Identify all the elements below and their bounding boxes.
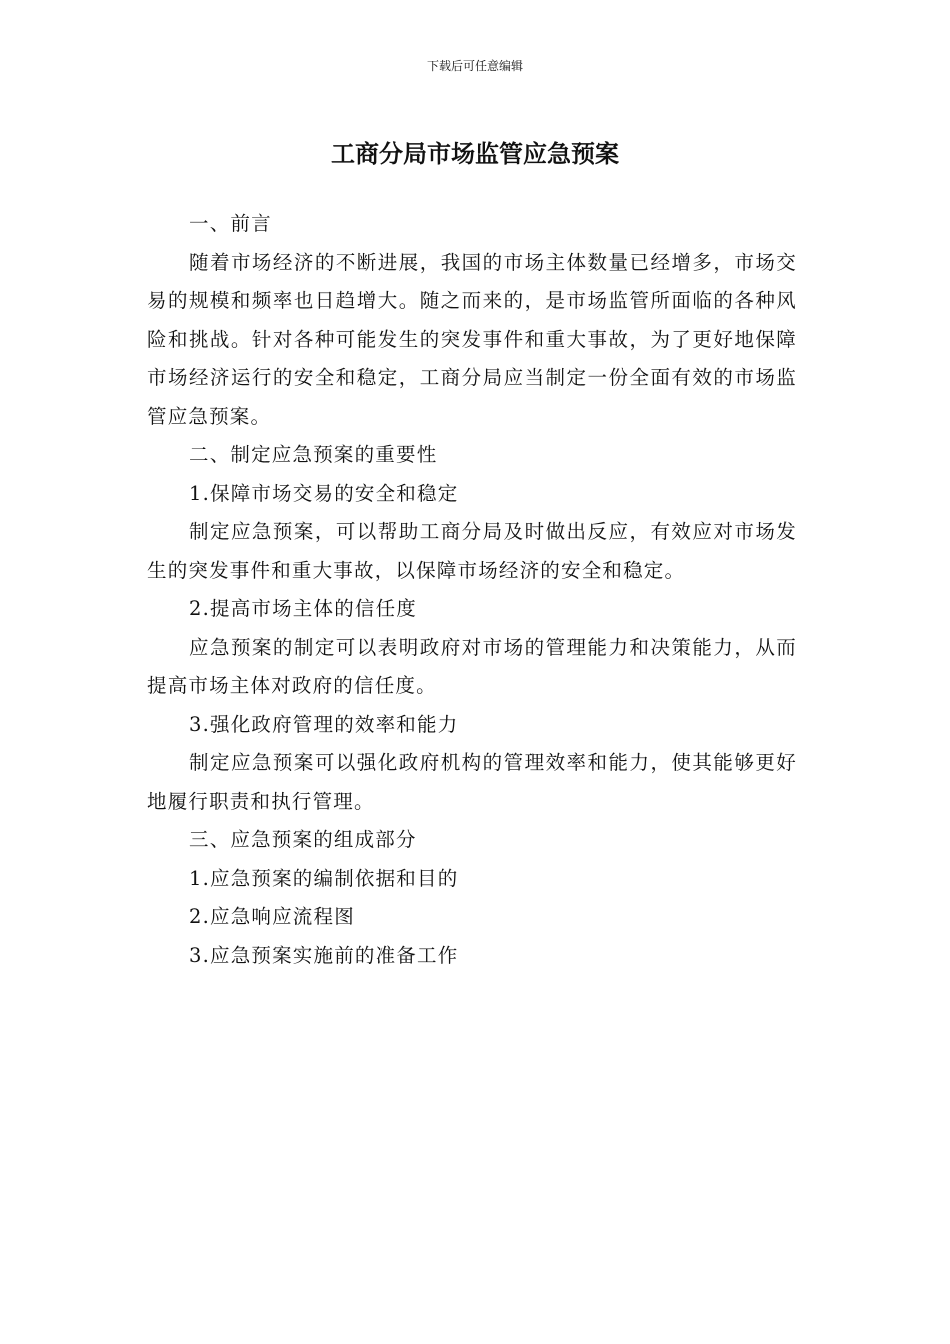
list-item-basis: 1.应急预案的编制依据和目的 <box>189 866 459 890</box>
section-heading-components: 三、应急预案的组成部分 <box>189 828 417 851</box>
list-item-preparation: 3.应急预案实施前的准备工作 <box>189 943 459 967</box>
paragraph-trust: 应急预案的制定可以表明政府对市场的管理能力和决策能力，从而提高市场主体对政府的信任度。 <box>147 635 797 697</box>
section-heading-preface: 一、前言 <box>189 212 272 235</box>
subheading-trust: 2.提高市场主体的信任度 <box>189 597 418 620</box>
subheading-efficiency: 3.强化政府管理的效率和能力 <box>189 712 459 736</box>
header-note: 下载后可任意编辑 <box>426 59 523 73</box>
paragraph-safety: 制定应急预案，可以帮助工商分局及时做出反应，有效应对市场发生的突发事件和重大事故，以保障市场经济的安全和稳定。 <box>147 520 797 582</box>
subheading-safety: 1.保障市场交易的安全和稳定 <box>189 481 459 505</box>
document-title: 工商分局市场监管应急预案 <box>331 140 619 168</box>
section-heading-importance: 二、制定应急预案的重要性 <box>189 443 438 466</box>
list-item-flowchart: 2.应急响应流程图 <box>189 905 355 928</box>
document-body <box>147 205 797 975</box>
paragraph-efficiency: 制定应急预案可以强化政府机构的管理效率和能力，使其能够更好地履行职责和执行管理。 <box>147 751 797 813</box>
paragraph-preface: 随着市场经济的不断进展，我国的市场主体数量已经增多，市场交易的规模和频率也日趋增大。随之而来的，是市场监管所面临的各种风险和挑战。针对各种可能发生的突发事件和重大事故，为了更好地保障市场经济运行的安全和稳定，工商分局应当制定一份全面有效的市场监管应急预案。 <box>147 250 797 428</box>
